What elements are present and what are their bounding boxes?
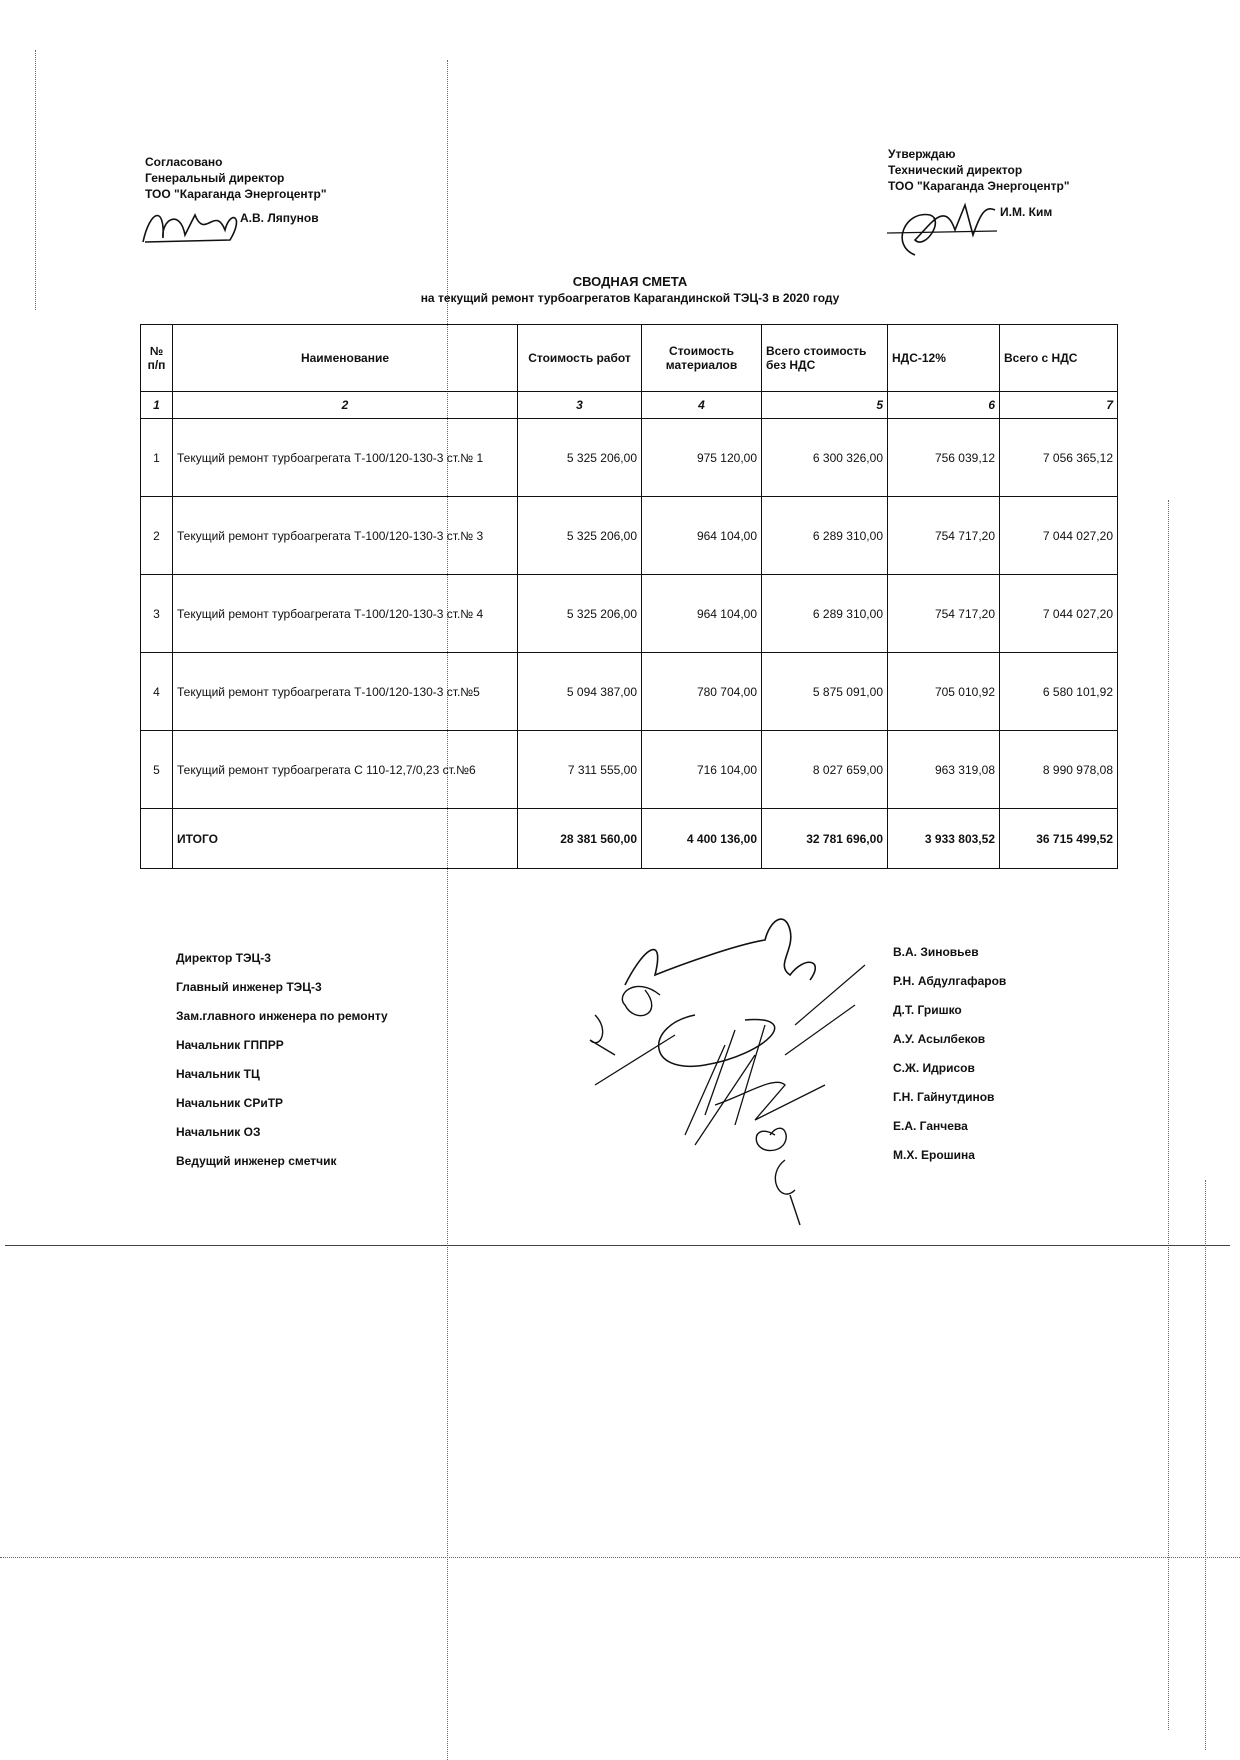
signer-name: Р.Н. Абдулгафаров <box>893 974 1007 988</box>
position-label: Начальник СРиТР <box>176 1096 284 1110</box>
col-number: 7 <box>1000 392 1118 419</box>
row-total-vat: 6 580 101,92 <box>1000 653 1118 731</box>
title-sub: на текущий ремонт турбоагрегатов Карагандинской ТЭЦ-3 в 2020 году <box>420 291 840 305</box>
row-num: 1 <box>141 419 173 497</box>
row-total-vat: 7 056 365,12 <box>1000 419 1118 497</box>
table-row <box>141 497 1118 575</box>
total-with-vat: 36 715 499,52 <box>1000 809 1118 869</box>
signer-name: М.Х. Ерошина <box>893 1148 975 1162</box>
row-name: Текущий ремонт турбоагрегата Т-100/120-130-3 ст.№ 4 <box>173 575 518 653</box>
row-works: 5 325 206,00 <box>518 575 642 653</box>
row-name: Текущий ремонт турбоагрегата Т-100/120-130-3 ст.№5 <box>173 653 518 731</box>
col-number: 4 <box>642 392 762 419</box>
row-works: 7 311 555,00 <box>518 731 642 809</box>
row-name: Текущий ремонт турбоагрегата Т-100/120-130-3 ст.№ 3 <box>173 497 518 575</box>
signature-names <box>893 938 1006 1170</box>
total-num-empty <box>141 809 173 869</box>
row-vat: 756 039,12 <box>888 419 1000 497</box>
row-num: 4 <box>141 653 173 731</box>
position-label: Главный инженер ТЭЦ-3 <box>176 980 322 994</box>
row-name: Текущий ремонт турбоагрегата Т-100/120-130-3 ст.№ 1 <box>173 419 518 497</box>
scan-edge-line <box>1205 1180 1206 1750</box>
row-total-no-vat: 8 027 659,00 <box>762 731 888 809</box>
approval-left-company: ТОО "Караганда Энергоцентр" <box>145 187 327 201</box>
signer-name: Г.Н. Гайнутдинов <box>893 1090 995 1104</box>
position-label: Начальник ГППРР <box>176 1038 284 1052</box>
col-number: 2 <box>173 392 518 419</box>
position-label: Директор ТЭЦ-3 <box>176 951 271 965</box>
row-total-no-vat: 5 875 091,00 <box>762 653 888 731</box>
row-total-no-vat: 6 289 310,00 <box>762 575 888 653</box>
signature-right <box>885 195 1005 260</box>
document-title <box>320 274 940 305</box>
approval-left-label: Согласовано <box>145 155 223 169</box>
row-materials: 964 104,00 <box>642 575 762 653</box>
total-materials: 4 400 136,00 <box>642 809 762 869</box>
row-materials: 780 704,00 <box>642 653 762 731</box>
col-number: 3 <box>518 392 642 419</box>
approval-left-signer: А.В. Ляпунов <box>240 211 319 225</box>
row-total-vat: 7 044 027,20 <box>1000 497 1118 575</box>
approval-right-position: Технический директор <box>888 163 1023 177</box>
row-materials: 964 104,00 <box>642 497 762 575</box>
row-materials: 716 104,00 <box>642 731 762 809</box>
signature-left <box>135 200 265 250</box>
signer-name: Д.Т. Гришко <box>893 1003 962 1017</box>
row-works: 5 094 387,00 <box>518 653 642 731</box>
position-label: Начальник ОЗ <box>176 1125 261 1139</box>
total-vat: 3 933 803,52 <box>888 809 1000 869</box>
scan-fold-line <box>447 60 448 1760</box>
total-label: ИТОГО <box>173 809 518 869</box>
signer-name: А.У. Асылбеков <box>893 1032 986 1046</box>
approval-right-signer: И.М. Ким <box>1000 205 1053 219</box>
title-main: СВОДНАЯ СМЕТА <box>572 274 688 289</box>
signature-positions <box>176 944 388 1176</box>
row-total-no-vat: 6 289 310,00 <box>762 497 888 575</box>
handwritten-signatures <box>585 905 885 1240</box>
row-total-no-vat: 6 300 326,00 <box>762 419 888 497</box>
table-header-row <box>141 325 1118 392</box>
table-column-numbers-row <box>141 392 1118 419</box>
signer-name: Е.А. Ганчева <box>893 1119 968 1133</box>
row-works: 5 325 206,00 <box>518 419 642 497</box>
table-row <box>141 419 1118 497</box>
approval-right-company: ТОО "Караганда Энергоцентр" <box>888 179 1070 193</box>
col-number: 5 <box>762 392 888 419</box>
header-works: Стоимость работ <box>518 325 642 392</box>
signer-name: В.А. Зиновьев <box>893 945 979 959</box>
row-num: 2 <box>141 497 173 575</box>
header-vat: НДС-12% <box>888 325 1000 392</box>
total-no-vat: 32 781 696,00 <box>762 809 888 869</box>
table-row <box>141 653 1118 731</box>
position-label: Начальник ТЦ <box>176 1067 260 1081</box>
table-total-row <box>141 809 1118 869</box>
header-materials: Стоимость материалов <box>642 325 762 392</box>
signer-name: С.Ж. Идрисов <box>893 1061 975 1075</box>
col-number: 6 <box>888 392 1000 419</box>
header-total-no-vat: Всего стоимость без НДС <box>762 325 888 392</box>
row-vat: 754 717,20 <box>888 497 1000 575</box>
header-name: Наименование <box>173 325 518 392</box>
approval-left-position: Генеральный директор <box>145 171 285 185</box>
row-num: 3 <box>141 575 173 653</box>
approval-right-label: Утверждаю <box>888 147 956 161</box>
row-materials: 975 120,00 <box>642 419 762 497</box>
total-works: 28 381 560,00 <box>518 809 642 869</box>
row-works: 5 325 206,00 <box>518 497 642 575</box>
table-row <box>141 731 1118 809</box>
header-total-vat: Всего с НДС <box>1000 325 1118 392</box>
header-num: № п/п <box>141 325 173 392</box>
table-row <box>141 575 1118 653</box>
scan-edge-line <box>1168 500 1169 1730</box>
position-label: Зам.главного инженера по ремонту <box>176 1009 388 1023</box>
scan-edge-line <box>35 50 36 310</box>
row-name: Текущий ремонт турбоагрегата С 110-12,7/0,23 ст.№6 <box>173 731 518 809</box>
estimate-table <box>140 324 1118 869</box>
row-vat: 754 717,20 <box>888 575 1000 653</box>
row-total-vat: 8 990 978,08 <box>1000 731 1118 809</box>
row-total-vat: 7 044 027,20 <box>1000 575 1118 653</box>
row-vat: 963 319,08 <box>888 731 1000 809</box>
col-number: 1 <box>141 392 173 419</box>
row-vat: 705 010,92 <box>888 653 1000 731</box>
page-separator-line <box>5 1245 1230 1246</box>
row-num: 5 <box>141 731 173 809</box>
position-label: Ведущий инженер сметчик <box>176 1154 337 1168</box>
scan-fold-line <box>0 1557 1240 1558</box>
